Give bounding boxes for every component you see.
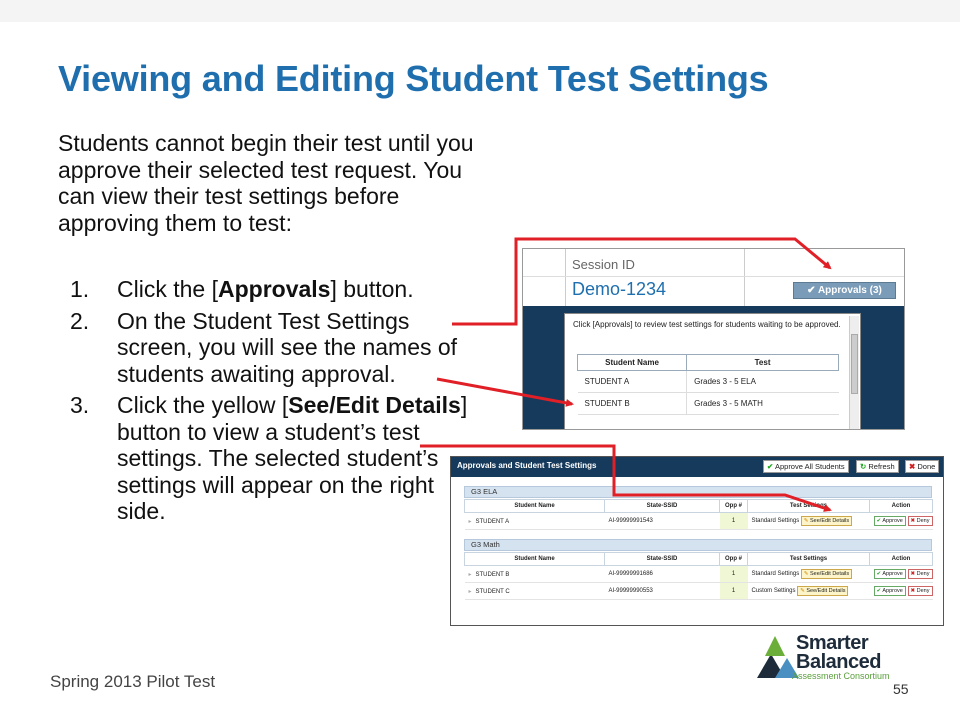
intro-paragraph: Students cannot begin their test until you approve their selected test request. You can view their test settings before approving them to test: bbox=[58, 130, 474, 236]
column-header: Action bbox=[870, 500, 933, 513]
actions bbox=[870, 513, 933, 530]
step-text: ] button. bbox=[330, 276, 414, 302]
session-id-value: Demo-1234 bbox=[572, 279, 667, 299]
table-row[interactable] bbox=[578, 393, 839, 415]
done-button[interactable] bbox=[905, 460, 939, 473]
opp-number: 1 bbox=[720, 513, 748, 530]
test-settings bbox=[748, 513, 870, 530]
student-test: Grades 3 - 5 MATH bbox=[687, 393, 839, 415]
logo-line2: Balanced bbox=[796, 651, 881, 673]
column-header: Student Name bbox=[465, 500, 605, 513]
refresh-button[interactable] bbox=[856, 460, 899, 473]
session-screenshot bbox=[522, 248, 905, 430]
step-text: Click the yellow [ bbox=[117, 392, 289, 418]
state-ssid: AI-99999991543 bbox=[605, 513, 720, 530]
student-name-text: STUDENT B bbox=[475, 571, 510, 578]
actions bbox=[870, 583, 933, 600]
refresh-label: Refresh bbox=[868, 462, 895, 471]
approvals-header bbox=[451, 457, 944, 477]
approve-all-label: Approve All Students bbox=[774, 462, 845, 471]
deny-button[interactable]: ✖ Deny bbox=[908, 569, 933, 579]
group-header-ela: G3 ELA bbox=[464, 486, 932, 498]
table-row bbox=[465, 513, 933, 530]
state-ssid: AI-99999990553 bbox=[605, 583, 720, 600]
step-number: 3. bbox=[70, 392, 90, 418]
step-2 bbox=[70, 308, 470, 388]
column-header: Test bbox=[687, 355, 839, 371]
top-bar bbox=[0, 0, 960, 22]
student-name-text: STUDENT A bbox=[475, 518, 510, 525]
session-header bbox=[523, 249, 905, 306]
math-table bbox=[464, 552, 933, 600]
student-name bbox=[465, 566, 605, 583]
popup-instructions: Click [Approvals] to review test settings for students waiting to be approved. bbox=[573, 320, 841, 329]
close-icon: ✖ bbox=[909, 462, 916, 471]
done-label: Done bbox=[917, 462, 936, 471]
group-header-math: G3 Math bbox=[464, 539, 932, 551]
steps-list bbox=[70, 276, 470, 530]
ela-table bbox=[464, 499, 933, 530]
pencil-icon: ✎ bbox=[803, 571, 809, 577]
expand-icon[interactable]: ▸ bbox=[468, 571, 472, 578]
see-edit-details-button[interactable] bbox=[801, 569, 852, 579]
step-text: ] button to view a student’s test settings. The selected student’s settings will appear on the right side. bbox=[117, 392, 468, 524]
column-header: Action bbox=[870, 553, 933, 566]
student-name-text: STUDENT C bbox=[475, 588, 510, 595]
scrollbar-thumb[interactable] bbox=[851, 334, 858, 394]
student-name bbox=[465, 513, 605, 530]
column-header: Opp # bbox=[720, 500, 748, 513]
deny-button[interactable]: ✖ Deny bbox=[908, 516, 933, 526]
table-row bbox=[465, 583, 933, 600]
session-id-label: Session ID bbox=[572, 257, 635, 272]
student-name: STUDENT B bbox=[578, 393, 687, 415]
column-header: Test Settings bbox=[748, 500, 870, 513]
step-number: 1. bbox=[70, 276, 90, 302]
step-3 bbox=[70, 392, 470, 525]
approve-button[interactable]: ✔ Approve bbox=[874, 586, 906, 596]
refresh-icon: ↻ bbox=[860, 462, 867, 471]
column-header: Opp # bbox=[720, 553, 748, 566]
student-test: Grades 3 - 5 ELA bbox=[687, 371, 839, 393]
approve-button[interactable]: ✔ Approve bbox=[874, 516, 906, 526]
state-ssid: AI-99999991686 bbox=[605, 566, 720, 583]
approve-label: Approve bbox=[882, 571, 903, 577]
opp-number: 1 bbox=[720, 583, 748, 600]
see-edit-label: See/Edit Details bbox=[806, 588, 846, 594]
approvals-button[interactable] bbox=[793, 282, 896, 299]
opp-number: 1 bbox=[720, 566, 748, 583]
see-edit-label: See/Edit Details bbox=[810, 518, 850, 524]
column-header: State-SSID bbox=[605, 500, 720, 513]
logo-line3: Assessment Consortium bbox=[792, 671, 890, 681]
approve-button[interactable]: ✔ Approve bbox=[874, 569, 906, 579]
expand-icon[interactable]: ▸ bbox=[468, 588, 472, 595]
expand-icon[interactable]: ▸ bbox=[468, 518, 472, 525]
popup-scrollbar[interactable] bbox=[849, 316, 859, 430]
logo-line1: Smarter bbox=[796, 632, 869, 654]
table-row[interactable] bbox=[578, 371, 839, 393]
deny-label: Deny bbox=[916, 518, 930, 524]
student-name: STUDENT A bbox=[578, 371, 687, 393]
column-header: Student Name bbox=[578, 355, 687, 371]
settings-text: Custom Settings bbox=[751, 588, 796, 594]
deny-label: Deny bbox=[916, 588, 930, 594]
divider bbox=[523, 276, 905, 277]
step-text: Click the [ bbox=[117, 276, 218, 302]
step-bold: Approvals bbox=[217, 276, 331, 302]
approve-label: Approve bbox=[882, 588, 903, 594]
deny-button[interactable]: ✖ Deny bbox=[908, 586, 933, 596]
actions bbox=[870, 566, 933, 583]
step-text: On the Student Test Settings screen, you will see the names of students awaiting approval. bbox=[117, 307, 458, 387]
step-1 bbox=[70, 276, 470, 303]
table-row bbox=[465, 566, 933, 583]
step-number: 2. bbox=[70, 307, 90, 334]
pencil-icon: ✎ bbox=[803, 518, 809, 524]
approvals-button-label: Approvals (3) bbox=[817, 285, 882, 296]
page-number: 55 bbox=[893, 681, 909, 697]
column-header: State-SSID bbox=[605, 553, 720, 566]
slide-title: Viewing and Editing Student Test Settings bbox=[58, 58, 769, 99]
popup-table bbox=[577, 354, 839, 415]
settings-text: Standard Settings bbox=[751, 518, 800, 524]
footer-text: Spring 2013 Pilot Test bbox=[50, 672, 216, 691]
student-name bbox=[465, 583, 605, 600]
see-edit-details-button[interactable] bbox=[801, 516, 852, 526]
check-icon: ✔ bbox=[807, 285, 818, 296]
step-bold: See/Edit Details bbox=[288, 392, 461, 418]
approvals-popup bbox=[564, 313, 861, 430]
check-icon: ✔ bbox=[767, 462, 774, 471]
approve-all-button[interactable] bbox=[763, 460, 849, 473]
column-header: Student Name bbox=[465, 553, 605, 566]
test-settings bbox=[748, 583, 870, 600]
test-settings bbox=[748, 566, 870, 583]
pencil-icon: ✎ bbox=[800, 588, 805, 594]
see-edit-label: See/Edit Details bbox=[810, 571, 850, 577]
approve-label: Approve bbox=[882, 518, 903, 524]
settings-text: Standard Settings bbox=[751, 571, 800, 577]
see-edit-details-button[interactable] bbox=[797, 586, 848, 596]
approvals-screenshot bbox=[450, 456, 944, 626]
column-header: Test Settings bbox=[748, 553, 870, 566]
approvals-title: Approvals and Student Test Settings bbox=[457, 461, 597, 470]
deny-label: Deny bbox=[916, 571, 930, 577]
